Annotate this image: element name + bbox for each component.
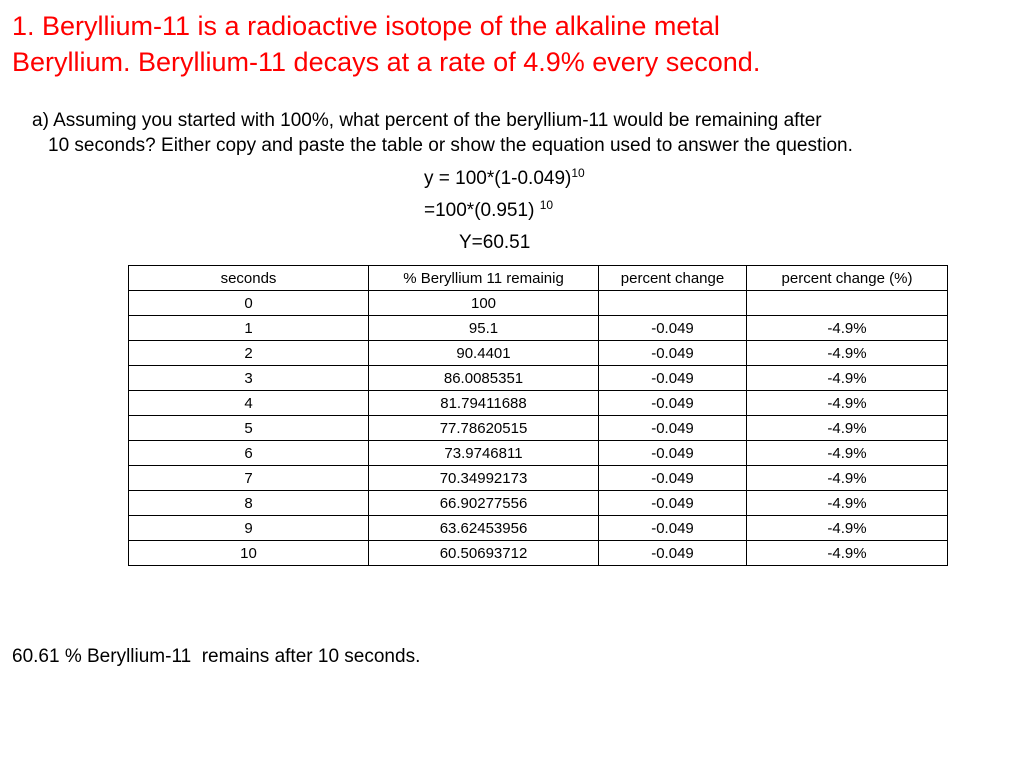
cell-percent-change: -0.049 bbox=[599, 341, 747, 366]
cell-percent-change: -0.049 bbox=[599, 391, 747, 416]
cell-remaining: 60.50693712 bbox=[369, 541, 599, 566]
table-row bbox=[129, 491, 948, 516]
cell-percent-change: -0.049 bbox=[599, 316, 747, 341]
table-row bbox=[129, 341, 948, 366]
cell-remaining: 66.90277556 bbox=[369, 491, 599, 516]
cell-seconds: 4 bbox=[129, 391, 369, 416]
table-row bbox=[129, 516, 948, 541]
cell-remaining: 100 bbox=[369, 291, 599, 316]
table-row bbox=[129, 391, 948, 416]
table-row bbox=[129, 366, 948, 391]
cell-seconds: 2 bbox=[129, 341, 369, 366]
cell-seconds: 0 bbox=[129, 291, 369, 316]
cell-percent-change: -0.049 bbox=[599, 541, 747, 566]
decay-table bbox=[128, 265, 948, 566]
cell-percent-change-pct: -4.9% bbox=[747, 516, 948, 541]
equation-1 bbox=[424, 167, 585, 191]
cell-percent-change-pct: -4.9% bbox=[747, 541, 948, 566]
equation-2-base: =100*(0.951) bbox=[424, 200, 535, 221]
answer-text: 60.61 % Beryllium-11 remains after 10 seconds. bbox=[12, 646, 421, 667]
cell-percent-change bbox=[599, 291, 747, 316]
cell-percent-change: -0.049 bbox=[599, 416, 747, 441]
table-row bbox=[129, 466, 948, 491]
cell-seconds: 1 bbox=[129, 316, 369, 341]
table-row bbox=[129, 441, 948, 466]
cell-percent-change: -0.049 bbox=[599, 441, 747, 466]
question-text bbox=[32, 108, 1007, 158]
cell-seconds: 9 bbox=[129, 516, 369, 541]
cell-percent-change-pct bbox=[747, 291, 948, 316]
cell-percent-change: -0.049 bbox=[599, 466, 747, 491]
cell-seconds: 7 bbox=[129, 466, 369, 491]
cell-remaining: 86.0085351 bbox=[369, 366, 599, 391]
cell-seconds: 8 bbox=[129, 491, 369, 516]
cell-seconds: 6 bbox=[129, 441, 369, 466]
equation-2 bbox=[424, 199, 553, 223]
equation-1-base: y = 100*(1-0.049) bbox=[424, 168, 572, 189]
cell-remaining: 70.34992173 bbox=[369, 466, 599, 491]
problem-title bbox=[12, 8, 1002, 80]
title-line-2: Beryllium. Beryllium-11 decays at a rate of 4.9% every second. bbox=[12, 47, 761, 77]
cell-percent-change-pct: -4.9% bbox=[747, 366, 948, 391]
table-header-row bbox=[129, 266, 948, 291]
cell-percent-change-pct: -4.9% bbox=[747, 316, 948, 341]
equation-2-exponent: 10 bbox=[539, 198, 554, 212]
table-row bbox=[129, 541, 948, 566]
cell-percent-change-pct: -4.9% bbox=[747, 441, 948, 466]
cell-remaining: 81.79411688 bbox=[369, 391, 599, 416]
cell-percent-change-pct: -4.9% bbox=[747, 466, 948, 491]
cell-percent-change-pct: -4.9% bbox=[747, 391, 948, 416]
cell-seconds: 10 bbox=[129, 541, 369, 566]
cell-remaining: 90.4401 bbox=[369, 341, 599, 366]
cell-percent-change: -0.049 bbox=[599, 516, 747, 541]
table-body bbox=[129, 291, 948, 566]
cell-seconds: 5 bbox=[129, 416, 369, 441]
cell-remaining: 95.1 bbox=[369, 316, 599, 341]
cell-remaining: 73.9746811 bbox=[369, 441, 599, 466]
question-line-2: 10 seconds? Either copy and paste the table or show the equation used to answer the question. bbox=[48, 135, 853, 156]
cell-seconds: 3 bbox=[129, 366, 369, 391]
header-percent-change: percent change bbox=[599, 266, 747, 291]
equation-result: Y=60.51 bbox=[459, 232, 531, 253]
cell-percent-change-pct: -4.9% bbox=[747, 491, 948, 516]
title-line-1: 1. Beryllium-11 is a radioactive isotope of the alkaline metal bbox=[12, 11, 720, 41]
header-percent-change-pct: percent change (%) bbox=[747, 266, 948, 291]
table-row bbox=[129, 416, 948, 441]
question-line-1: a) Assuming you started with 100%, what percent of the beryllium-11 would be remaining after bbox=[32, 110, 822, 131]
cell-percent-change: -0.049 bbox=[599, 491, 747, 516]
header-seconds: seconds bbox=[129, 266, 369, 291]
table-row bbox=[129, 316, 948, 341]
cell-percent-change: -0.049 bbox=[599, 366, 747, 391]
cell-percent-change-pct: -4.9% bbox=[747, 416, 948, 441]
cell-remaining: 63.62453956 bbox=[369, 516, 599, 541]
table-row bbox=[129, 291, 948, 316]
cell-percent-change-pct: -4.9% bbox=[747, 341, 948, 366]
cell-remaining: 77.78620515 bbox=[369, 416, 599, 441]
equation-1-exponent: 10 bbox=[571, 166, 585, 180]
header-remaining: % Beryllium 11 remainig bbox=[369, 266, 599, 291]
